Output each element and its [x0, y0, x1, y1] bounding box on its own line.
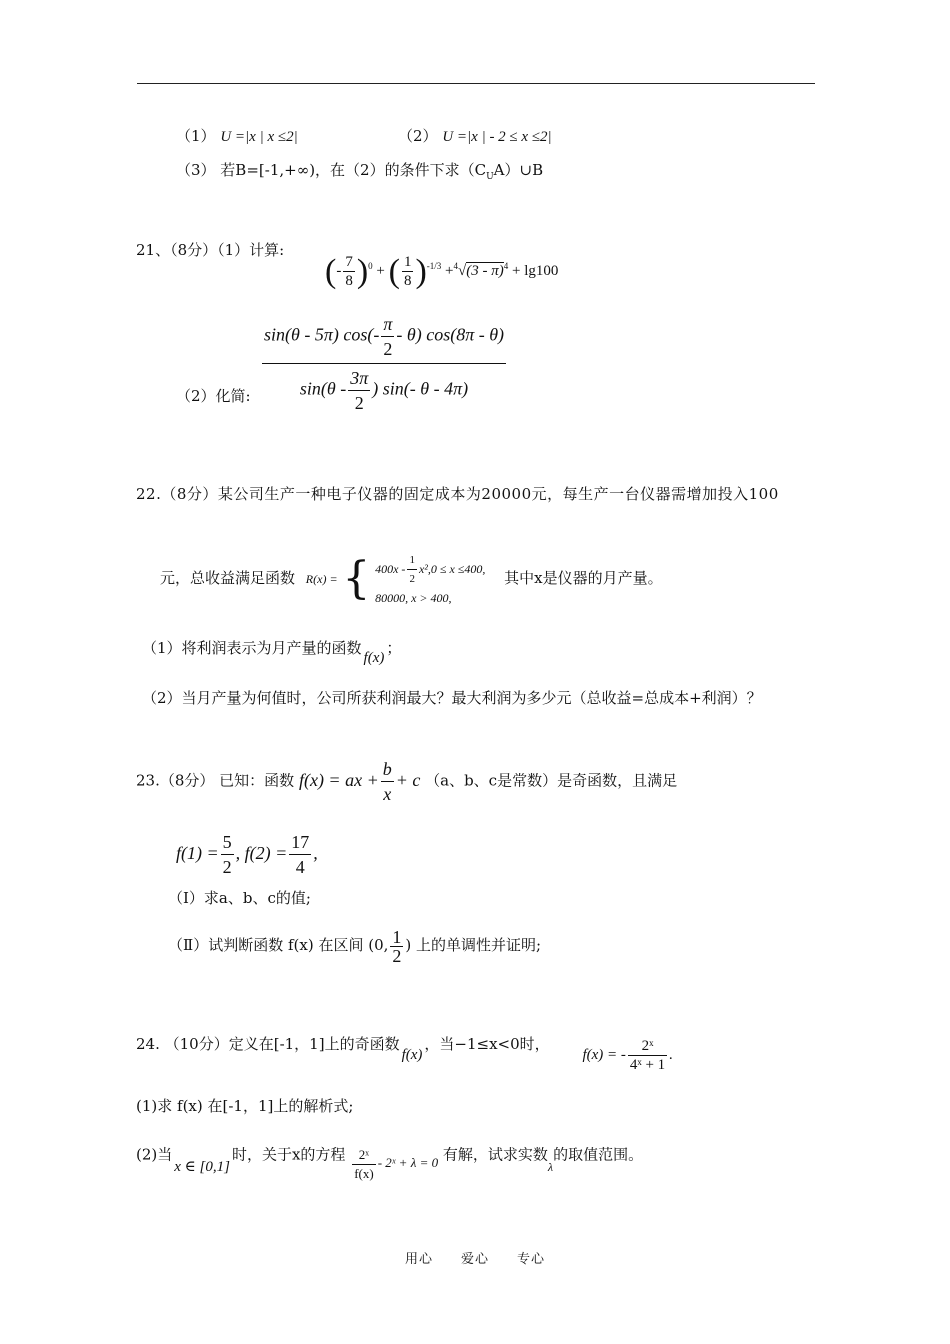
q24-lambda: λ [547, 1160, 554, 1175]
header-rule [137, 83, 815, 84]
item2-prefix: （2） [398, 127, 438, 145]
q22-line2: 元，总收益满足函数 R(x) = { 400x - $\frac{1}{2}$ x²,0 ≤ x ≤400, 80000, x > 400, 其中x是仪器的月产量。 [160, 548, 663, 608]
q21-root-index: 4 [453, 261, 458, 271]
q24-heading [136, 1024, 673, 1076]
q23-part2-a: （Ⅱ）试判断函数 f(x) 在区间 (0, [168, 936, 389, 954]
q23-part2: （Ⅱ）试判断函数 f(x) 在区间 (0, $\frac{1}{2}$ ) 上的单调性并证明; [168, 926, 542, 966]
q21-frac-1-8: $\frac{1}{8}$ [403, 254, 412, 290]
q22-part2 [142, 688, 762, 708]
item3-tail: A）∪B [493, 161, 544, 179]
q24-part2-b: 时，关于x的方程 [231, 1145, 346, 1164]
q21-part2 [176, 386, 251, 406]
footer-word-1: 用心 [404, 1252, 433, 1267]
q21-denominator: sin(θ - $\frac{3\pi}{2}$ ) sin(- θ - 4π) [299, 368, 469, 413]
q24-part2-c: 有解，试求实数 [442, 1145, 548, 1164]
q22-line1 [136, 484, 779, 504]
q22-part1-math: f(x) [363, 650, 385, 666]
q24-part1 [136, 1096, 353, 1116]
q21-expression: (- $\frac{7}{8}$ )$^0$ + ( $\frac{1}{8}$ )$^{-1/3}$ +$^4$√(3 - π)$^4$ + lg100 [325, 252, 559, 290]
q24-part2 [136, 1138, 643, 1188]
item3-text: （3） 若B=[-1,+∞)，在（2）的条件下求（C [176, 161, 487, 179]
q23-head-a: 23.（8分） 已知：函数 [136, 771, 295, 790]
item2-math: U =|x | - 2 ≤ x ≤2| [442, 129, 552, 145]
page-footer [0, 1248, 950, 1267]
footer-word-2: 爱心 [460, 1252, 489, 1267]
q24-fx: f(x) [401, 1047, 423, 1063]
q21-frac-7-8: $\frac{7}{8}$ [345, 254, 353, 290]
q21-root-exp: 4 [503, 261, 509, 271]
q23-conditions: f(1) = $\frac{5}{2}$ , f(2) = $\frac{17}{4}$ , [176, 832, 318, 878]
q21-part2-text: （2）化简: [176, 387, 251, 405]
item1-prefix: （1） [176, 127, 216, 145]
q24-definition: f(x) = - $\frac{\text{2ˣ}}{\text{4ˣ + 1}}$ . [582, 1038, 673, 1074]
q24-part1-text: (1)求 f(x) 在[-1，1]上的解析式; [136, 1097, 354, 1115]
q23-part1 [168, 888, 311, 908]
q21-root-body: (3 - π) [466, 263, 504, 279]
item3-sub: U [486, 172, 494, 182]
q21-heading [136, 240, 284, 260]
q23-head-b: （a、b、c是常数）是奇函数，且满足 [425, 771, 678, 790]
q22-part1 [142, 632, 401, 664]
q21-tail: + lg100 [511, 263, 559, 279]
q21-exp-0: 0 [368, 261, 373, 271]
q23-function: f(x) = ax + $\frac{b}{x}$ + c [298, 759, 421, 804]
q23-part1-text: （Ⅰ）求a、b、c的值; [168, 889, 311, 907]
q24-part2-cond: x ∈ [0,1] [174, 1159, 230, 1176]
q22-line2-a: 元，总收益满足函数 [160, 569, 296, 587]
q22-R-label: R(x) = [305, 572, 338, 586]
q24-part2-a: (2)当 [136, 1145, 173, 1164]
q22-line1-text: 22.（8分）某公司生产一种电子仪器的固定成本为20000元，每生产一台仪器需增加投入100 [136, 485, 779, 503]
q21-simplify-fraction [262, 312, 506, 415]
set-item-1 [176, 126, 298, 147]
q23-part2-b: ) 上的单调性并证明; [405, 936, 542, 954]
q21-exp-neg-third: -1/3 [426, 261, 442, 271]
q24-part2-d: 的取值范围。 [553, 1145, 644, 1164]
item1-math: U =|x | x ≤2| [220, 129, 298, 145]
q21-numerator: sin(θ - 5π) cos(- $\frac{\pi}{2}$ - θ) cos(8π - θ) [262, 312, 506, 364]
q23-heading [136, 757, 678, 804]
q22-part1-text: （1）将利润表示为月产量的函数 [142, 639, 362, 657]
set-item-3 [176, 160, 543, 187]
q22-part1-end: ； [386, 639, 402, 657]
q22-piecewise: 400x - $\frac{1}{2}$ x²,0 ≤ x ≤400, 80000, x > 400, [375, 551, 485, 608]
q21-heading-text: 21、（8分）（1）计算: [136, 241, 285, 259]
footer-word-3: 专心 [517, 1252, 546, 1267]
q24-head-b: ，当−1≤x<0时， [424, 1035, 550, 1053]
set-item-2 [398, 126, 552, 147]
q24-head-a: 24. （10分）定义在[-1，1]上的奇函数 [136, 1035, 400, 1053]
q22-part2-text: （2）当月产量为何值时，公司所获利润最大？最大利润为多少元（总收益=总成本+利润）？ [142, 689, 762, 707]
q22-line2-b: 其中x是仪器的月产量。 [504, 569, 663, 587]
q24-equation: $\frac{\text{2ˣ}}{f(x)}$ - 2ˣ + λ = 0 [354, 1147, 439, 1181]
